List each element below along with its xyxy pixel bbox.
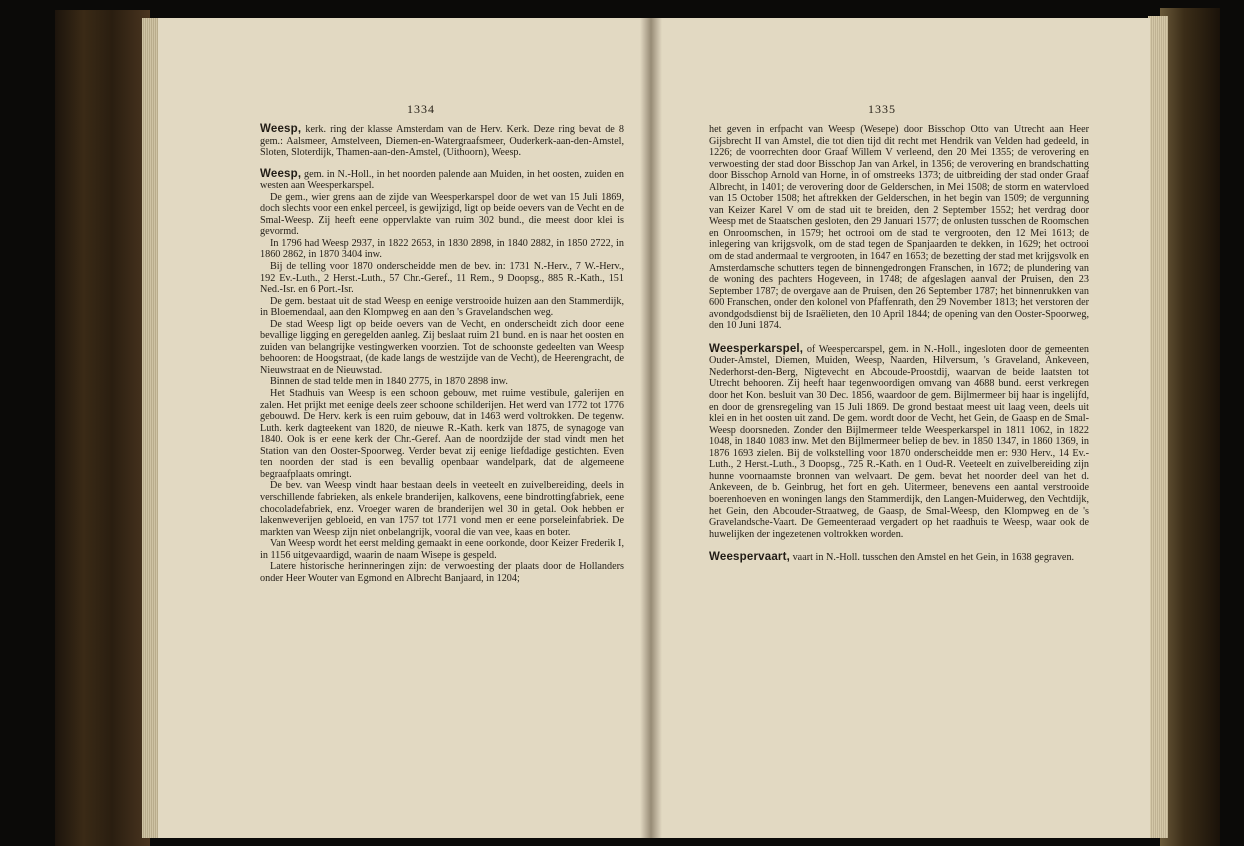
entry-headword: Weesperkarspel,	[709, 342, 804, 355]
dictionary-entry	[709, 552, 1089, 564]
paragraph: het geven in erfpacht van Weesp (Wesepe) door Bisschop Otto van Utrecht aan Heer Gijsbrecht II van Amstel, die tot dien tijd dit recht met Hendrik van Velden had gedeeld, in 1226; de voorrechten door Graaf Willem V verleend, den 20 Mei 1355; de verovering en verwoesting der stad door Bisschop Jan van Arkel, in 1356; de verovering en brandschatting door Bisschop Arnold van Horne, in of omstreeks 1373; de uitbreiding der stad onder Graaf Albrecht, in 1401; de verovering door de Gelderschen, in Mei 1508; de storm en watervloed van 15 October 1508; het aftrekken der Gelderschen, in het begin van 1509; de vergunning van Keizer Karel V om de stad uit te breiden, den 2 September 1552; het verdrag door Weesp met de Staatschen gesloten, den 29 Januari 1577; de onlusten tusschen de Roomschen en Onroomschen, in 1579; het octrooi om de stad te vergrooten, den 12 Mei 1613; de inlegering van krijgsvolk, om de stad tegen de Spanjaarden te dekken, in 1629; het octrooi om de stad andermaal te vergrooten, in 1647 en 1653; de bezetting der stad met krijgsvolk en Amsterdamsche schutters tegen de binnengedrongen Franschen, in 1672; de plundering van de woning des pachters Hogeveen, in 1748; de afgeslagen aanval der Pruisen, den 23 September 1787; de overgave aan de Pruisen, den 26 September 1787; het binnenrukken van 600 Franschen, onder den kolonel von Pfaffenrath, den 29 November 1813; het verstoren der avondgodsdienst bij de Israëlieten, den 10 April 1844; de opening van den Ooster-Spoorweg, den 10 Juni 1874.	[709, 124, 1089, 332]
entry-headword: Weesp,	[260, 123, 302, 135]
paragraph: De bev. van Weesp vindt haar bestaan deels in veeteelt en zuivelbereiding, deels in verschillende fabrieken, als enkele branderijen, kalkovens, eene bindrottingfabriek, eene chocoladefabriek, enz. Vroeger waren de branderijen wel 30 in getal. Ook hebben er lakenweverijen gebloeid, en van 1757 tot 1771 vond men er eene porseleinfabriek. De markten van Weesp zijn niet onbelangrijk, vooral die van vee, kaas en boter.	[260, 480, 624, 538]
dictionary-entry	[709, 344, 1089, 540]
page-number: 1335	[868, 102, 896, 116]
right-page	[650, 18, 1150, 838]
book-cover-right	[1160, 8, 1220, 846]
page-text	[260, 124, 624, 584]
book-gutter	[640, 18, 662, 838]
entry-headword: Weesp,	[260, 167, 302, 180]
entry-text: vaart in N.-Holl. tusschen den Amstel en het Gein, in 1638 gegraven.	[792, 552, 1075, 564]
entry-text: kerk. ring der klasse Amsterdam van de Herv. Kerk. Deze ring bevat de 8 gem.: Aalsmeer, Amstelveen, Diemen-en-Watergraafsmeer, Ouderkerk-aan-den-Amstel, Sloten, Sloterdijk, Thamen-aan-den-Amstel, (Uithoorn), Weesp.	[260, 124, 624, 159]
paragraph: Latere historische herinneringen zijn: de verwoesting der plaats door de Hollanders onder Heer Wouter van Egmond en Albrecht Banjaard, in 1204;	[260, 561, 624, 584]
book-cover-left	[55, 10, 150, 846]
dictionary-entry	[260, 169, 624, 192]
dictionary-entry	[260, 124, 624, 159]
paragraph: Binnen de stad telde men in 1840 2775, in 1870 2898 inw.	[270, 376, 508, 388]
entry-text: of Weespercarspel, gem. in N.-Holl., ingesloten door de gemeenten Ouder-Amstel, Diemen, Muiden, Weesp, Naarden, Hilversum, 's Graveland, Ankeveen, Nederhorst-den-Berg, Nigtevecht en Abcoude-Proostdij, waarvan de beide laatsten tot Utrecht behooren. Zij heeft haar tegenwoordigen omvang van 4688 bund. eerst verkregen door het Kon. besluit van 30 Dec. 1856, waardoor de gem. Bijlmermeer bij haar is ingelijfd, en door de grensregeling van 15 Juli 1869. De grond bestaat meest uit laag veen, deels uit klei en in het oosten uit zand. De gem. wordt door de Vecht, het Gein, de Gaasp en de Smal-Weesp doorsneden. Zonder den Bijlmermeer telde Weesperkarspel in 1811 1062, in 1822 1048, in 1840 1083 inw. Met den Bijlmermeer beliep de bev. in 1850 1347, in 1860 1369, in 1876 1693 zielen. Bij de volkstelling voor 1870 onderscheidde men er: 930 Herv., 14 Ev.-Luth., 2 Herst.-Luth., 3 Doopsg., 725 R.-Kath. en 1 Oud-R. Veeteelt en zuivelbereiding zijn hunne voornaamste bronnen van welvaart. De gem. bevat het noorder deel van het d. Ankeveen, de b. Geinbrug, het fort en geh. Uitermeer, benevens een aantal verstrooide boerenhoeven en woningen langs den Stammerdijk, den Langen-Muiderweg, den Vechtdijk, het Gein, den Abcouder-Straatweg, de Gaasp, de Smal-Weesp, den Klompweg en de 's Gravelandsche-Vaart. De Gemeenteraad vergadert op het raadhuis te Weesp, waar ook de huwelijken der ingezetenen voltrokken worden.	[709, 343, 1089, 540]
entry-headword: Weespervaart,	[709, 551, 791, 564]
paragraph: Van Weesp wordt het eerst melding gemaakt in eene oorkonde, door Keizer Frederik I, in 1156 uitgevaardigd, waarin de naam Wisepe is gespeld.	[260, 538, 624, 561]
paragraph: Bij de telling voor 1870 onderscheidde men de bev. in: 1731 N.-Herv., 7 W.-Herv., 192 Ev.-Luth., 2 Herst.-Luth., 57 Chr.-Geref., 11 Rem., 9 Doopsg., 885 R.-Kath., 151 Ned.-Isr. en 6 Port.-Isr.	[260, 261, 624, 296]
paragraph: De stad Weesp ligt op beide oevers van de Vecht, en onderscheidt zich door eene bevallige ligging en geregelden aanleg. Zij beslaat ruim 21 bund. en is naar het oosten en zuiden van belangrijke vestingwerken voorzien. Tot de schoonste gedeelten van Weesp behooren: de Hoogstraat, (de kade langs de westzijde van de Vecht), de Heerengracht, de Nieuwstraat en de Nieuwstad.	[260, 318, 624, 376]
entry-text: gem. in N.-Holl., in het noorden palende aan Muiden, in het oosten, zuiden en westen aan Weesperkarspel.	[260, 168, 625, 192]
page-edges-right	[1148, 16, 1168, 838]
paragraph: De gem. bestaat uit de stad Weesp en eenige verstrooide huizen aan den Stammerdijk, in Bloemendaal, aan den Klompweg en aan den 's Gravelandschen weg.	[260, 295, 624, 319]
left-page	[158, 18, 650, 838]
page-text	[709, 124, 1089, 564]
page-number: 1334	[407, 102, 435, 116]
paragraph: In 1796 had Weesp 2937, in 1822 2653, in 1830 2898, in 1840 2882, in 1850 2722, in 1860 2862, in 1870 3404 inw.	[260, 237, 624, 261]
paragraph: Het Stadhuis van Weesp is een schoon gebouw, met ruime vestibule, galerijen en zalen. Het prijkt met eenige deels zeer schoone schilderijen. Het werd van 1772 tot 1776 gebouwd. De Herv. kerk is een ruim gebouw, dat in 1463 werd voltrokken. De tegenw. Luth. kerk dagteekent van 1820, de nieuwe R.-Kath. kerk van 1875, de synagoge van 1840. Ook is er eene kerk der Chr.-Geref. Aan de noordzijde der stad vindt men het Station van den Ooster-Spoorweg. Verder bevat zij eenige liefdadige gestichten. Even ten noorden der stad is een bevallig openbaar wandelpark, dat de algemeene begraafplaats omringt.	[260, 388, 624, 480]
paragraph: De gem., wier grens aan de zijde van Weesperkarspel door de wet van 15 Juli 1869, doch slechts voor een enkel perceel, is gewijzigd, ligt op beide oevers van de Vecht en de Smal-Weesp. Zij heeft eene oppervlakte van ruim 302 bund., die meest door klei is gevormd.	[260, 191, 624, 238]
